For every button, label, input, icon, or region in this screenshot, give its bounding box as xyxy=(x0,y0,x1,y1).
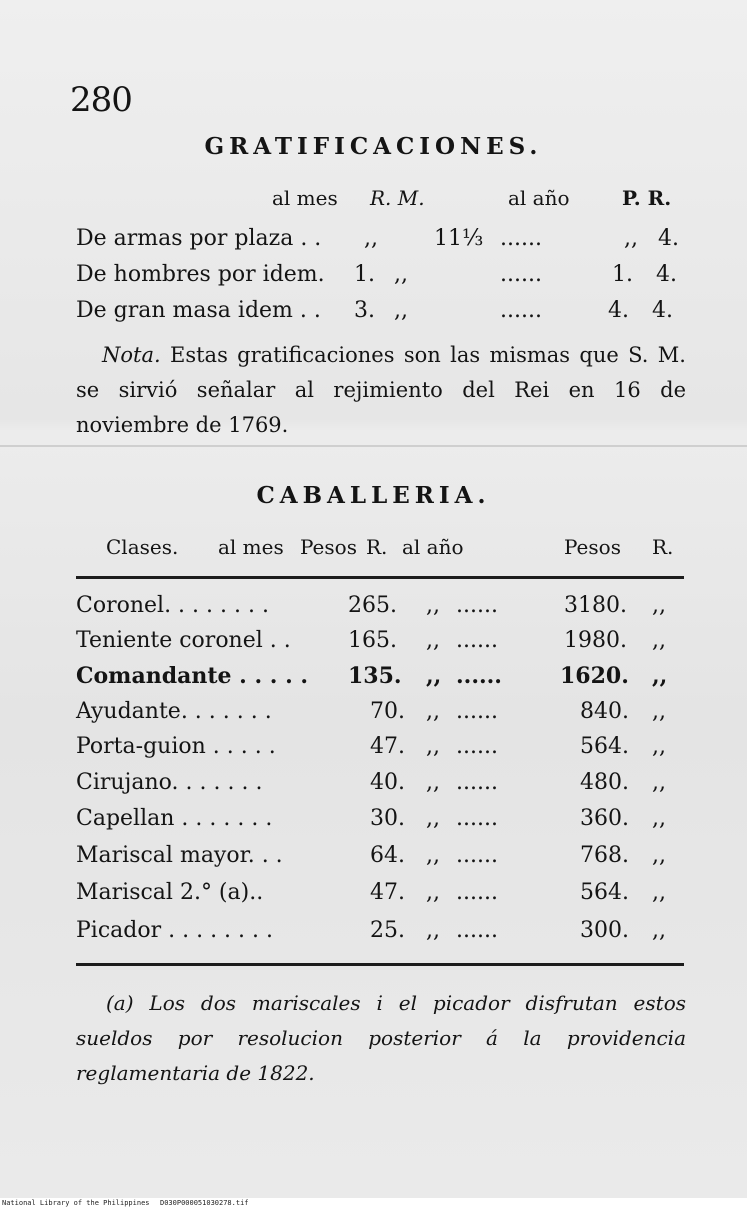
caballeria-header xyxy=(76,535,686,569)
gratificaciones-note xyxy=(76,338,686,443)
table-top-rule xyxy=(76,576,684,579)
table-row xyxy=(76,770,686,804)
monthly-reales: ,, xyxy=(426,806,440,831)
rank-name: Picador . . . . . . . . xyxy=(76,918,274,943)
header-al-ano: al año xyxy=(402,535,464,559)
row-dots: ...... xyxy=(456,663,502,689)
annual-pesos: 1980. xyxy=(564,628,627,653)
monthly-pesos: 135. xyxy=(348,663,402,689)
monthly-pesos: 165. xyxy=(348,628,397,653)
monthly-reales: ,, xyxy=(426,880,440,905)
row-dots: ...... xyxy=(456,699,498,724)
monthly-pesos: 30. xyxy=(370,806,405,831)
rank-name: Ayudante. . . . . . . xyxy=(76,699,272,724)
rank-name: Mariscal mayor. . . xyxy=(76,843,283,868)
monthly-pesos: 70. xyxy=(370,699,405,724)
row-dots: ...... xyxy=(456,806,498,831)
row-c1: 3. xyxy=(354,298,375,323)
annual-pesos: 3180. xyxy=(564,593,627,618)
row-dots: ...... xyxy=(500,298,542,323)
caballeria-title: CABALLERIA. xyxy=(256,482,491,509)
annual-reales: ,, xyxy=(652,918,666,943)
monthly-reales: ,, xyxy=(426,628,440,653)
row-dots: ...... xyxy=(456,918,498,943)
annual-reales: ,, xyxy=(652,628,666,653)
header-rm: R. M. xyxy=(370,186,425,210)
scan-footer-strip xyxy=(0,1198,747,1208)
gratificacion-row xyxy=(76,298,686,332)
annual-pesos: 564. xyxy=(580,880,629,905)
table-row xyxy=(76,593,686,627)
row-dots: ...... xyxy=(456,593,498,618)
note-text: Estas gratificaciones son las mismas que S. M. se sirvió señalar al rejimiento del Rei en 16 de noviembre de 1769. xyxy=(76,343,686,437)
annual-reales: ,, xyxy=(652,663,668,689)
rank-name: Capellan . . . . . . . xyxy=(76,806,273,831)
monthly-pesos: 47. xyxy=(370,880,405,905)
rank-name: Coronel. . . . . . . . xyxy=(76,593,269,618)
gratificacion-row xyxy=(76,262,686,296)
annual-pesos: 564. xyxy=(580,734,629,759)
annual-reales: ,, xyxy=(652,593,666,618)
footnote xyxy=(76,986,686,1091)
header-clases: Clases. xyxy=(106,535,179,559)
table-row xyxy=(76,663,686,697)
row-c2: 11⅓ xyxy=(434,226,484,251)
library-credit: National Library of the Philippines xyxy=(2,1199,150,1207)
row-dots: ...... xyxy=(456,843,498,868)
header-r-anual: R. xyxy=(652,535,674,559)
annual-pesos: 360. xyxy=(580,806,629,831)
monthly-reales: ,, xyxy=(426,663,442,689)
monthly-pesos: 40. xyxy=(370,770,405,795)
annual-reales: ,, xyxy=(652,770,666,795)
monthly-pesos: 265. xyxy=(348,593,397,618)
annual-pesos: 1620. xyxy=(560,663,629,689)
header-pesos: Pesos xyxy=(300,535,357,559)
annual-pesos: 300. xyxy=(580,918,629,943)
header-al-mes: al mes xyxy=(218,535,284,559)
row-dots: ...... xyxy=(500,226,542,251)
monthly-reales: ,, xyxy=(426,770,440,795)
table-bottom-rule xyxy=(76,963,684,966)
annual-pesos: 480. xyxy=(580,770,629,795)
header-al-mes: al mes xyxy=(272,186,338,210)
table-row xyxy=(76,699,686,733)
gratificaciones-title: GRATIFICACIONES. xyxy=(204,133,543,160)
monthly-reales: ,, xyxy=(426,593,440,618)
row-label: De hombres por idem. xyxy=(76,262,325,287)
row-c3: ,, xyxy=(624,226,638,251)
row-c3: 4. xyxy=(608,298,629,323)
page-number: 280 xyxy=(70,80,132,120)
gratificacion-row xyxy=(76,226,686,260)
monthly-pesos: 64. xyxy=(370,843,405,868)
table-row xyxy=(76,806,686,840)
row-c2: ,, xyxy=(394,262,408,287)
note-label: Nota. xyxy=(102,343,161,367)
rank-name: Teniente coronel . . xyxy=(76,628,291,653)
gratificaciones-header xyxy=(76,186,686,220)
row-c4: 4. xyxy=(652,298,673,323)
rank-name: Cirujano. . . . . . . xyxy=(76,770,263,795)
row-dots: ...... xyxy=(500,262,542,287)
monthly-reales: ,, xyxy=(426,699,440,724)
table-row xyxy=(76,734,686,768)
footnote-marker: (a) xyxy=(106,991,134,1015)
monthly-pesos: 47. xyxy=(370,734,405,759)
page-fold-line xyxy=(0,445,747,447)
row-dots: ...... xyxy=(456,770,498,795)
row-c1: 1. xyxy=(354,262,375,287)
monthly-reales: ,, xyxy=(426,918,440,943)
header-pr: P. R. xyxy=(622,186,672,210)
table-row xyxy=(76,918,686,952)
annual-pesos: 840. xyxy=(580,699,629,724)
row-dots: ...... xyxy=(456,734,498,759)
annual-reales: ,, xyxy=(652,734,666,759)
table-row xyxy=(76,628,686,662)
rank-name: Porta-guion . . . . . xyxy=(76,734,276,759)
table-row xyxy=(76,880,686,914)
header-pesos-anual: Pesos xyxy=(564,535,621,559)
row-c4: 4. xyxy=(658,226,679,251)
monthly-reales: ,, xyxy=(426,734,440,759)
row-dots: ...... xyxy=(456,880,498,905)
annual-reales: ,, xyxy=(652,843,666,868)
monthly-pesos: 25. xyxy=(370,918,405,943)
row-label: De armas por plaza . . xyxy=(76,226,322,251)
row-label: De gran masa idem . . xyxy=(76,298,321,323)
row-dots: ...... xyxy=(456,628,498,653)
header-r: R. xyxy=(366,535,388,559)
footnote-text: Los dos mariscales i el picador disfrutan estos sueldos por resolucion posterior á la providencia reglamentaria de 1822. xyxy=(76,991,686,1085)
row-c3: 1. xyxy=(612,262,633,287)
file-name: D030P000051030278.tif xyxy=(160,1199,249,1207)
table-row xyxy=(76,843,686,877)
header-al-ano: al año xyxy=(508,186,570,210)
monthly-reales: ,, xyxy=(426,843,440,868)
row-c1: ,, xyxy=(364,226,378,251)
row-c2: ,, xyxy=(394,298,408,323)
rank-name: Mariscal 2.° (a).. xyxy=(76,880,264,905)
row-c4: 4. xyxy=(656,262,677,287)
annual-reales: ,, xyxy=(652,806,666,831)
rank-name: Comandante . . . . . xyxy=(76,663,309,689)
annual-reales: ,, xyxy=(652,880,666,905)
annual-pesos: 768. xyxy=(580,843,629,868)
annual-reales: ,, xyxy=(652,699,666,724)
